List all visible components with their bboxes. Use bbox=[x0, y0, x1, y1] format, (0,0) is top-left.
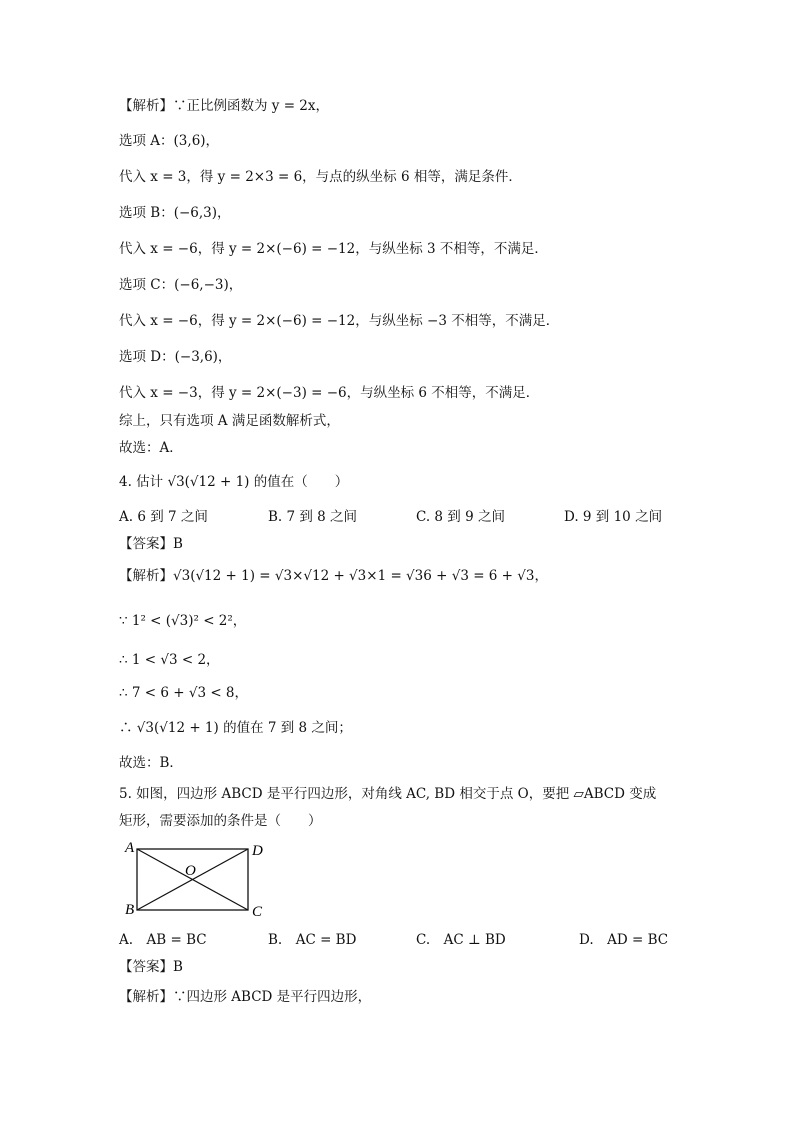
q4-solution-line3: ∴ 1 < √3 < 2， bbox=[119, 652, 220, 668]
q4-final-choice: 故选：B． bbox=[119, 755, 183, 771]
label-c: C bbox=[252, 904, 263, 920]
q4-solution-line2: ∵ 1² < (√3)² < 2²， bbox=[119, 613, 247, 629]
question-4-stem: 4. 估计 √3(√12 + 1) 的值在（ ） bbox=[119, 474, 349, 490]
option-c-point: 选项 C：(−6,−3)， bbox=[119, 277, 243, 293]
q3-answer-line: 故选：A． bbox=[119, 440, 183, 456]
label-b: B bbox=[125, 902, 135, 918]
q5-choice-a: A. AB = BC bbox=[119, 932, 207, 948]
q4-choice-a: A. 6 到 7 之间 bbox=[119, 509, 208, 525]
q4-choice-c: C. 8 到 9 之间 bbox=[416, 509, 505, 525]
q4-choice-d: D. 9 到 10 之间 bbox=[564, 509, 663, 525]
option-a-point: 选项 A：(3,6)， bbox=[119, 133, 220, 149]
q5-choice-b: B. AC = BD bbox=[268, 932, 357, 948]
option-b-point: 选项 B：(−6,3)， bbox=[119, 205, 231, 221]
option-d-point: 选项 D：(−3,6)， bbox=[119, 349, 232, 365]
option-c-check: 代入 x = −6，得 y = 2×(−6) = −12，与纵坐标 −3 不相等，不满足． bbox=[119, 313, 560, 329]
summary-line: 综上，只有选项 A 满足函数解析式， bbox=[119, 413, 340, 429]
parallelogram-figure bbox=[120, 838, 270, 920]
label-o: O bbox=[185, 863, 196, 879]
q5-choice-c: C. AC ⊥ BD bbox=[416, 932, 506, 948]
option-a-check: 代入 x = 3，得 y = 2×3 = 6，与点的纵坐标 6 相等，满足条件． bbox=[119, 169, 522, 185]
q4-solution-line4: ∴ 7 < 6 + √3 < 8， bbox=[119, 685, 249, 701]
question-5-stem-line2: 矩形，需要添加的条件是（ ） bbox=[119, 813, 322, 829]
q5-solution-line1: 【解析】∵四边形 ABCD 是平行四边形， bbox=[119, 989, 372, 1005]
q4-answer: 【答案】B bbox=[119, 536, 183, 552]
q4-choice-b: B. 7 到 8 之间 bbox=[268, 509, 358, 525]
q4-solution-line1: 【解析】√3(√12 + 1) = √3×√12 + √3×1 = √36 + √3 = 6 + √3， bbox=[119, 568, 548, 584]
q5-answer: 【答案】B bbox=[119, 959, 183, 975]
q4-solution-line5: ∴ √3(√12 + 1) 的值在 7 到 8 之间； bbox=[119, 720, 352, 736]
label-d: D bbox=[252, 843, 263, 859]
option-b-check: 代入 x = −6，得 y = 2×(−6) = −12，与纵坐标 3 不相等，不满足． bbox=[119, 241, 548, 257]
solution-q3-intro: 【解析】∵正比例函数为 y = 2x， bbox=[119, 98, 330, 114]
question-5-stem-line1: 5. 如图，四边形 ABCD 是平行四边形，对角线 AC, BD 相交于点 O，要把 ▱ABCD 变成 bbox=[119, 786, 657, 802]
label-a: A bbox=[125, 840, 135, 856]
option-d-check: 代入 x = −3，得 y = 2×(−3) = −6，与纵坐标 6 不相等，不满足． bbox=[119, 385, 540, 401]
q5-choice-d: D. AD = BC bbox=[579, 932, 669, 948]
